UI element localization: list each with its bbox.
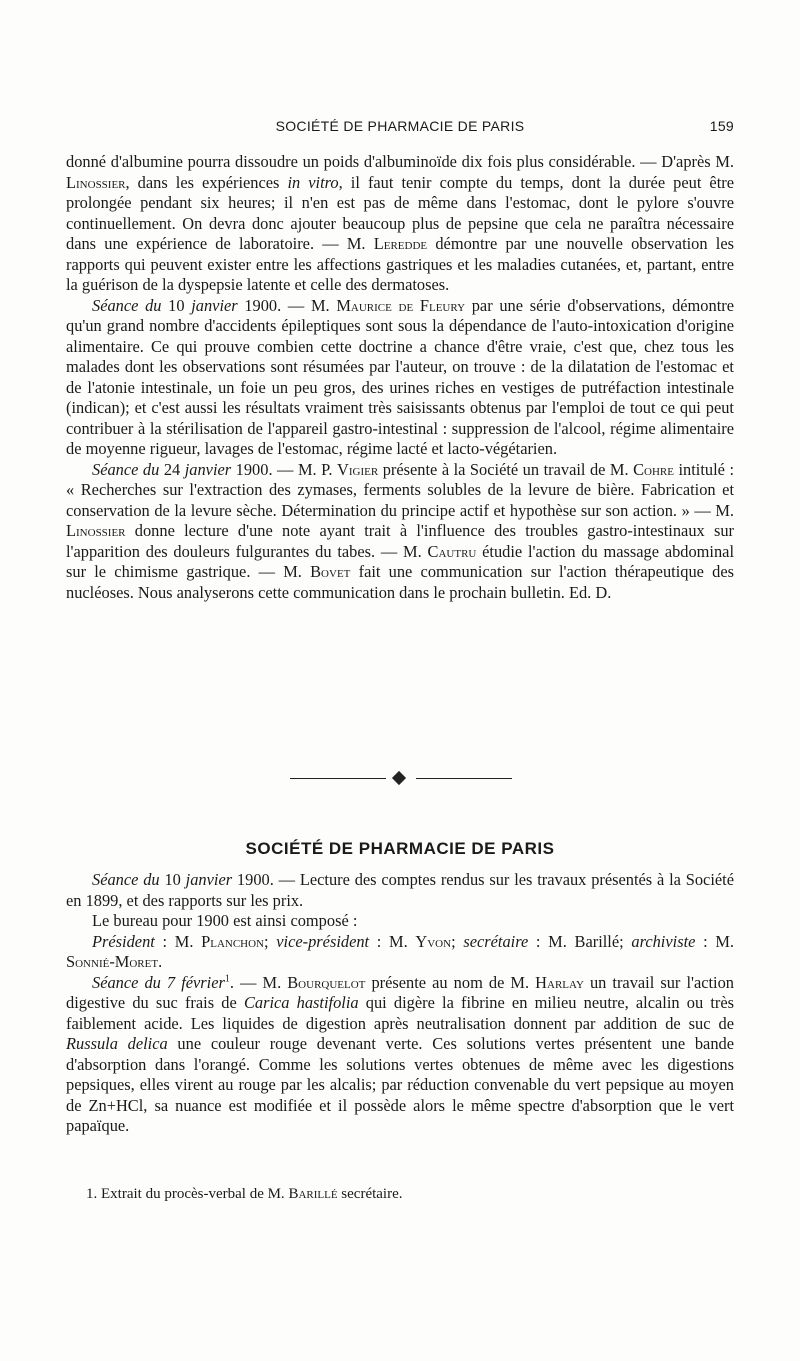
session-label: Séance du <box>92 870 160 889</box>
paragraph <box>66 932 734 973</box>
text: . <box>158 952 163 971</box>
author-name: Leredde <box>373 234 428 253</box>
text: ; <box>451 931 464 951</box>
section-divider <box>290 772 512 786</box>
member-name: Barillé <box>288 1186 338 1202</box>
text: : M. <box>695 931 734 951</box>
text: 24 <box>159 459 185 479</box>
text: 1900. — M. P. <box>231 459 338 479</box>
session-label: Séance du <box>92 459 160 479</box>
paragraph <box>66 870 734 911</box>
member-name: Sonnié-Moret <box>66 952 159 971</box>
paragraph: Le bureau pour 1900 est ainsi composé : <box>92 911 358 930</box>
divider-line <box>290 778 386 779</box>
section-1-body <box>66 152 734 603</box>
text: . — M. <box>229 972 288 992</box>
member-name: Yvon <box>415 931 452 951</box>
role-label: secrétaire <box>463 931 529 951</box>
paragraph <box>66 152 734 296</box>
role-label: archiviste <box>631 931 696 951</box>
species-name: Carica hastifolia <box>243 993 359 1012</box>
text: présente à la Société un travail de M. <box>378 459 634 479</box>
text: : M. Barillé; <box>528 931 632 951</box>
text: 10 <box>159 870 186 889</box>
paragraph <box>66 973 734 1137</box>
author-name: Vigier <box>337 459 379 479</box>
section-title: SOCIÉTÉ DE PHARMACIE DE PARIS <box>245 839 555 858</box>
author-name: Cautru <box>427 541 477 561</box>
text: ; <box>264 931 277 951</box>
footnote-marker: 1 <box>224 973 230 985</box>
running-title: SOCIÉTÉ DE PHARMACIE DE PARIS <box>275 118 525 134</box>
author-name: Cohre <box>633 459 674 479</box>
divider-line <box>416 778 512 779</box>
author-name: Linossier <box>66 521 126 540</box>
italic-text: in vitro <box>287 172 339 192</box>
page-number: 159 <box>709 118 734 134</box>
text: donné d'albumine pourra dissoudre un poids d'albuminoïde dix fois plus considérable. — D'après M. <box>66 152 734 171</box>
author-name: Bovet <box>310 562 351 581</box>
italic-text: janvier <box>191 295 238 315</box>
text: : M. <box>154 931 202 951</box>
text: présente au nom de M. <box>365 972 536 992</box>
text: un travail sur l'action digestive du suc frais de <box>66 972 734 1012</box>
text: intitulé : « Recherches sur l'extraction des zymases, ferments solubles de la levure de bière. Fabrication et conservation de la levure sèche. Détermination du principe actif et hypothèse sur son action. » — M. <box>66 459 734 520</box>
text: 10 <box>161 295 192 315</box>
footnote <box>86 1184 734 1204</box>
italic-text: janvier <box>184 459 232 479</box>
text: secrétaire. <box>337 1186 403 1202</box>
session-label: Séance du 7 février <box>92 972 225 992</box>
species-name: Russula delica <box>66 1034 168 1053</box>
paragraph <box>66 460 734 604</box>
running-head <box>66 118 734 140</box>
text: 1900. — M. <box>237 295 337 315</box>
role-label: Président <box>92 931 155 951</box>
author-name: Bourquelot <box>287 972 366 992</box>
italic-text: janvier <box>185 870 233 889</box>
session-label: Séance du <box>92 295 162 315</box>
section-2-body <box>66 870 734 1137</box>
author-name: Linossier <box>66 172 126 192</box>
text: , dans les expériences <box>125 172 288 192</box>
text: donne lecture d'une note ayant trait à l'influence des troubles gastro-intestinaux sur l'apparition des douleurs fulgurantes du tabes. — M. <box>66 521 734 561</box>
text: , il faut tenir compte du temps, dont la durée peut être prolongée pendant six heures; il n'en est pas de même dans l'estomac, dont le pylore s'ouvre continuellement. On devra donc ajouter beaucoup plus de pepsine que cela ne paraîtra nécessaire dans une expérience de laboratoire. — M. <box>66 172 734 253</box>
text: démontre par une nouvelle observation les rapports qui peuvent exister entre les affections gastriques et les maladies cutanées, et, partant, entre la guérison de la dyspepsie latente et celle des dermatoses. <box>66 234 734 294</box>
text: par une série d'observations, démontre qu'un grand nombre d'accidents épileptiques sont sous la dépendance de l'auto-intoxication d'origine alimentaire. Ce qui prouve combien cette doctrine a chance d'être vraie, c'est que, chez tous les malades dont les observations sont résumées par l'auteur, on trouve : de la dilatation de l'estomac et de l'atonie intestinale, un foie un peu gros, des urines riches en vestiges de putréfaction intestinale (indican); et c'est aussi les résultats vraiment très saisissants obtenus par l'emploi de tout ce qui peut contribuer à la stérilisation de l'appareil gastro-intestinal : suppression de l'alcool, régime alimentaire de moyenne rigueur, lavages de l'estomac, régime lacté et lacto-végétarien. <box>66 295 734 458</box>
text: 1. Extrait du procès-verbal de M. <box>86 1186 289 1202</box>
author-name: Maurice de Fleury <box>336 295 466 315</box>
author-name: Harlay <box>535 972 584 992</box>
paragraph <box>66 296 734 460</box>
text: fait une communication sur l'action thérapeutique des nucléoses. Nous analyserons cette communication dans le prochain bulletin. Ed. D. <box>66 562 734 602</box>
text: une couleur rouge devenant verte. Ces solutions vertes présentent une bande d'absorption dans l'orangé. Comme les solutions vertes obtenues de même avec les digestions pepsiques, elles virent au rouge par les alcalis; par réduction convenable du vert pepsique au moyen de Zn+HCl, sa nuance est modifiée et il possède alors le même spectre d'absorption que le vert papaïque. <box>66 1034 734 1135</box>
text: qui digère la fibrine en milieu neutre, alcalin ou très faiblement acide. Les liquides de digestion après neutralisation donnent par addition de suc de <box>66 993 734 1033</box>
diamond-ornament-icon <box>392 771 406 785</box>
member-name: Planchon <box>201 931 265 951</box>
role-label: vice-président <box>276 931 370 951</box>
text: étudie l'action du massage abdominal sur le chimisme gastrique. — M. <box>66 541 735 581</box>
text: 1900. — Lecture des comptes rendus sur les travaux présentés à la Société en 1899, et des rapports sur les prix. <box>66 870 734 910</box>
text: : M. <box>369 931 416 951</box>
